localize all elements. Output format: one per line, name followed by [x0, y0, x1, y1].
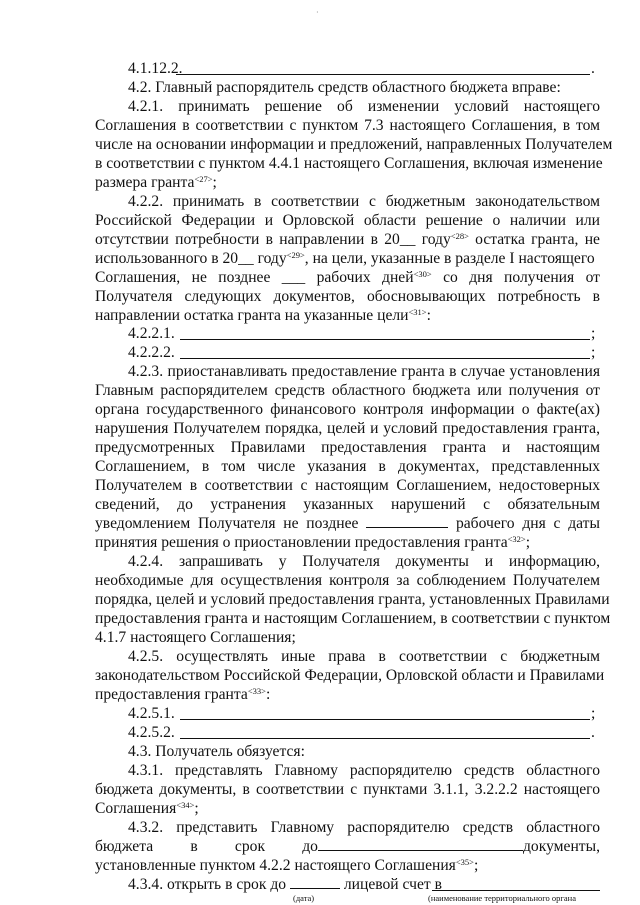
footnote-ref: <27> [194, 174, 213, 184]
clause-4-2-3-line: предусмотренных Правилами предоставления гранта и настоящим [95, 439, 600, 456]
period: . [591, 60, 595, 77]
blank-line [432, 890, 600, 891]
clause-4-2-3-line: органа государственного финансового контроля информации о факте(ах) [95, 401, 600, 418]
clause-4-2-1-line: 4.2.1. принимать решение об изменении условий настоящего [128, 98, 600, 115]
blank-field [366, 515, 448, 528]
period: . [591, 724, 595, 741]
caption-org: (наименование территориального органа [428, 893, 577, 903]
clause-4-2-3-line: 4.2.3. приостанавливать предоставление гранта в случае установления [128, 363, 600, 380]
footnote-ref: <29> [286, 250, 305, 260]
clause-4-2-3-line: сведений, до устранения указанных нарушений с обязательным [95, 496, 600, 513]
clause-4-2-2-line: 4.2.2. принимать в соответствии с бюджетным законодательством [128, 193, 600, 210]
clause-4-2-5-line: предоставления гранта$^{<33>}$: [95, 686, 271, 703]
clause-4-2-2-line: использованного в 20__ году$^{<29>}$, на цели, указанные в разделе I настоящего [95, 250, 595, 267]
semicolon: ; [591, 325, 596, 342]
footnote-ref: <31> [408, 307, 427, 317]
clause-4-3-1-line: бюджета документы, в соответствии с пунктами 3.1.1, 3.2.2.2 настоящего [95, 781, 600, 798]
clause-4-2-2-line: Соглашения, не позднее ___ рабочих дней$^{<30>}$ со дня получения от [95, 269, 600, 286]
caption-date: (дата) [293, 893, 315, 903]
clause-4-2-1-line: в соответствии с пунктом 4.4.1 настоящего Соглашения, включая изменение [95, 155, 603, 172]
clause-4-2-2-1: 4.2.2.1. [128, 325, 175, 342]
clause-4-3-2-line: 4.3.2. представить Главному распорядителю средств областного [128, 819, 600, 836]
clause-4-3-1-line: 4.3.1. представлять Главному распорядителю средств областного [128, 762, 600, 779]
blank-line [180, 358, 590, 359]
clause-4-3-2-line: бюджета в срок до документы, [95, 838, 600, 855]
clause-4-2-3-line: уведомлением Получателя не позднее рабочего дня с даты [95, 515, 600, 532]
clause-4-2-1-line: размера гранта$^{<27>}$; [95, 174, 217, 191]
clause-4-2-5-1: 4.2.5.1. [128, 705, 175, 722]
clause-4-2-5-line: законодательством Российской Федерации, Орловской области и Правилами [95, 667, 605, 684]
blank-line [180, 738, 590, 739]
clause-4-2-2-line: направлении остатка гранта на указанные цели$^{<31>}$: [95, 307, 431, 324]
clause-4-2-4-line: порядка, целей и условий предоставления гранта, установленных Правилами [95, 591, 610, 608]
blank-field [318, 838, 523, 851]
clause-number: 4.1.12.2. [128, 60, 183, 77]
clause-4-1-12-2 [95, 60, 600, 78]
semicolon: ; [591, 705, 596, 722]
footnote-ref: <28> [450, 231, 469, 241]
scan-mark: · [316, 8, 319, 17]
clause-4-2-2-line: отсутствии потребности в направлении в 20__ году$^{<28>}$ остатка гранта, не [95, 231, 600, 248]
clause-4-2-5-2: 4.2.5.2. [128, 724, 175, 741]
semicolon: ; [591, 344, 596, 361]
clause-4-3-4-line: 4.3.4. открыть в срок до лицевой счет в [128, 876, 442, 893]
clause-4-3-heading: 4.3. Получатель обязуется: [128, 743, 305, 760]
clause-4-2-4-line: 4.1.7 настоящего Соглашения; [95, 629, 296, 646]
blank-field [290, 876, 340, 889]
clause-4-2-5-line: 4.2.5. осуществлять иные права в соответствии с бюджетным [128, 648, 600, 665]
clause-4-2-3-line: Главным распорядителем средств областного бюджета или получения от [95, 382, 600, 399]
clause-4-2-3-line: Получателем в соответствии с настоящим Соглашением, недостоверных [95, 477, 600, 494]
blank-line [180, 339, 590, 340]
clause-4-2-3-line: Соглашением, в том числе указания в документах, представленных [95, 458, 600, 475]
footnote-ref: <30> [413, 269, 432, 279]
clause-4-3-2-line: установленные пунктом 4.2.2 настоящего Соглашения$^{<35>}$; [95, 857, 479, 874]
clause-4-2-2-line: Получателя следующих документов, обосновывающих потребность в [95, 288, 600, 305]
clause-4-2-4-line: предоставления гранта и настоящим Соглашением, в соответствии с пунктом [95, 610, 611, 627]
clause-4-2-2-2: 4.2.2.2. [128, 344, 175, 361]
clause-4-2-2-line: Российской Федерации и Орловской области решение о наличии или [95, 212, 600, 229]
clause-4-2-4-line: необходимые для осуществления контроля за соблюдением Получателем [95, 572, 600, 589]
clause-4-2-3-line: принятия решения о приостановлении предоставления гранта$^{<32>}$; [95, 534, 531, 551]
clause-4-3-1-line: Соглашения$^{<34>}$; [95, 800, 199, 817]
clause-4-2-3-line: нарушения Получателем порядка, целей и условий предоставления гранта, [95, 420, 600, 437]
clause-4-2-4-line: 4.2.4. запрашивать у Получателя документы и информацию, [128, 553, 600, 570]
footnote-ref: <34> [176, 800, 195, 810]
blank-line [176, 74, 590, 75]
footnote-ref: <33> [247, 686, 266, 696]
footnote-ref: <32> [507, 534, 526, 544]
clause-4-2-1-line: Соглашения в соответствии с пунктом 7.3 настоящего Соглашения, в том [95, 117, 600, 134]
clause-4-2-1-line: числе на основании информации и предложений, направленных Получателем [95, 136, 613, 153]
clause-4-2-heading: 4.2. Главный распорядитель средств областного бюджета вправе: [128, 79, 561, 96]
footnote-ref: <35> [455, 857, 474, 867]
blank-line [180, 719, 590, 720]
